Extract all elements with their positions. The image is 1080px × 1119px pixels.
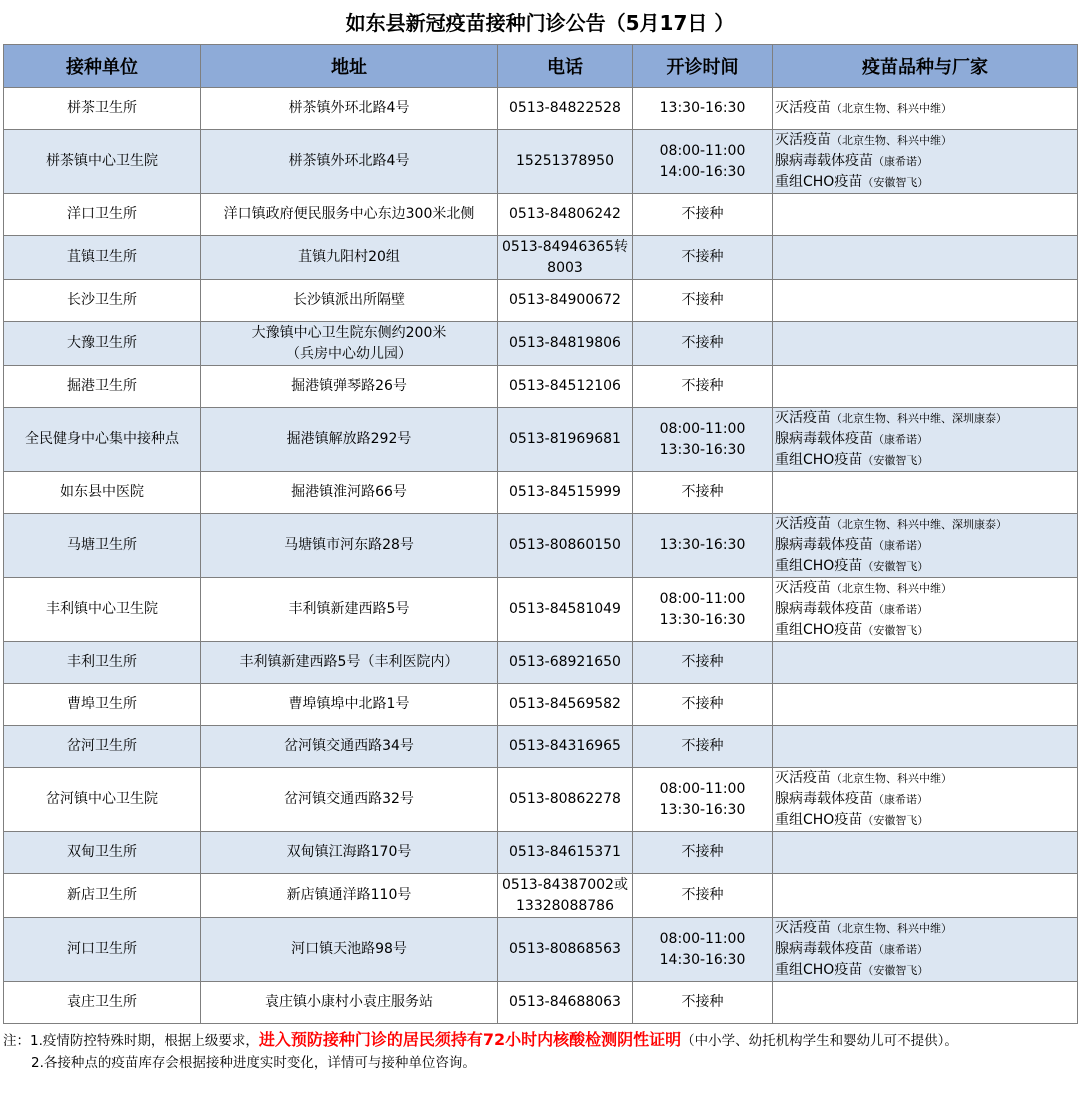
table-row	[4, 726, 1078, 768]
vaccines-cell	[773, 982, 1078, 1024]
hours-cell: 08:00-11:00 13:30-16:30	[633, 768, 773, 832]
vaccine-name: 重组CHO疫苗	[775, 812, 863, 828]
vaccine-line	[775, 535, 1077, 556]
address-cell: 新店镇通洋路110号	[201, 874, 498, 918]
hours-cell: 不接种	[633, 280, 773, 322]
vaccine-line	[775, 408, 1077, 429]
unit-cell: 栟茶镇中心卫生院	[4, 130, 201, 194]
vaccines-cell	[773, 578, 1078, 642]
vaccine-name: 灭活疫苗	[775, 410, 831, 426]
vaccine-line	[775, 768, 1077, 789]
table-row	[4, 874, 1078, 918]
header-vaccines: 疫苗品种与厂家	[773, 45, 1078, 88]
vaccine-maker: （安徽智飞）	[862, 814, 929, 827]
vaccine-name: 重组CHO疫苗	[775, 452, 863, 468]
unit-cell: 马塘卫生所	[4, 514, 201, 578]
hours-cell: 不接种	[633, 684, 773, 726]
unit-cell: 丰利镇中心卫生院	[4, 578, 201, 642]
header-hours: 开诊时间	[633, 45, 773, 88]
unit-cell: 双甸卫生所	[4, 832, 201, 874]
table-row	[4, 366, 1078, 408]
address-cell: 马塘镇市河东路28号	[201, 514, 498, 578]
vaccine-name: 腺病毒载体疫苗	[775, 791, 873, 807]
table-row	[4, 280, 1078, 322]
vaccine-maker: （康希诺）	[873, 943, 928, 956]
address-cell: 岔河镇交通西路34号	[201, 726, 498, 768]
phone-cell: 0513-84512106	[498, 366, 633, 408]
vaccine-line	[775, 172, 1077, 193]
address-cell: 洋口镇政府便民服务中心东边300米北侧	[201, 194, 498, 236]
phone-cell: 0513-84515999	[498, 472, 633, 514]
vaccine-maker: （康希诺）	[873, 539, 928, 552]
vaccines-cell	[773, 88, 1078, 130]
phone-cell: 15251378950	[498, 130, 633, 194]
table-row	[4, 194, 1078, 236]
address-cell: 掘港镇淮河路66号	[201, 472, 498, 514]
table-row	[4, 322, 1078, 366]
table-body	[4, 88, 1078, 1024]
vaccine-name: 灭活疫苗	[775, 920, 831, 936]
vaccine-maker: （康希诺）	[873, 793, 928, 806]
page-title: 如东县新冠疫苗接种门诊公告（5月17日 ）	[345, 11, 735, 35]
clinic-table	[3, 44, 1078, 1024]
vaccine-line	[775, 578, 1077, 599]
phone-cell: 0513-80862278	[498, 768, 633, 832]
unit-cell: 栟茶卫生所	[4, 88, 201, 130]
hours-cell: 不接种	[633, 982, 773, 1024]
vaccine-maker: （北京生物、科兴中维）	[831, 102, 952, 115]
vaccines-cell	[773, 130, 1078, 194]
vaccines-cell	[773, 874, 1078, 918]
phone-cell: 0513-84819806	[498, 322, 633, 366]
vaccine-line	[775, 151, 1077, 172]
hours-cell: 不接种	[633, 236, 773, 280]
hours-cell: 08:00-11:00 14:30-16:30	[633, 918, 773, 982]
vaccines-cell	[773, 726, 1078, 768]
vaccine-name: 腺病毒载体疫苗	[775, 537, 873, 553]
vaccine-maker: （康希诺）	[873, 155, 928, 168]
vaccine-maker: （安徽智飞）	[862, 454, 929, 467]
hours-cell: 不接种	[633, 366, 773, 408]
vaccine-maker: （北京生物、科兴中维）	[831, 134, 952, 147]
hours-cell: 13:30-16:30	[633, 514, 773, 578]
vaccine-line	[775, 789, 1077, 810]
address-cell: 苴镇九阳村20组	[201, 236, 498, 280]
phone-cell: 0513-84822528	[498, 88, 633, 130]
address-cell: 曹埠镇埠中北路1号	[201, 684, 498, 726]
vaccine-maker: （安徽智飞）	[862, 560, 929, 573]
address-cell: 长沙镇派出所隔壁	[201, 280, 498, 322]
vaccine-maker: （北京生物、科兴中维）	[831, 922, 952, 935]
vaccine-line	[775, 556, 1077, 577]
phone-cell: 0513-84946365转8003	[498, 236, 633, 280]
footnote-highlight: 进入预防接种门诊的居民须持有72小时内核酸检测阴性证明	[258, 1030, 682, 1049]
hours-cell: 不接种	[633, 832, 773, 874]
address-cell: 栟茶镇外环北路4号	[201, 88, 498, 130]
vaccines-cell	[773, 194, 1078, 236]
vaccine-maker: （康希诺）	[873, 433, 928, 446]
address-cell: 岔河镇交通西路32号	[201, 768, 498, 832]
hours-cell: 不接种	[633, 322, 773, 366]
unit-cell: 曹埠卫生所	[4, 684, 201, 726]
vaccine-name: 重组CHO疫苗	[775, 558, 863, 574]
hours-cell: 不接种	[633, 472, 773, 514]
vaccines-cell	[773, 918, 1078, 982]
phone-cell: 0513-84806242	[498, 194, 633, 236]
table-row	[4, 982, 1078, 1024]
hours-cell: 不接种	[633, 726, 773, 768]
vaccine-maker: （北京生物、科兴中维、深圳康泰）	[831, 518, 1007, 531]
vaccine-maker: （北京生物、科兴中维）	[831, 772, 952, 785]
table-row	[4, 918, 1078, 982]
footnote-suffix: （中小学、幼托机构学生和婴幼儿可不提供）。	[681, 1033, 958, 1049]
table-row	[4, 768, 1078, 832]
vaccine-maker: （安徽智飞）	[862, 176, 929, 189]
vaccines-cell	[773, 236, 1078, 280]
vaccines-cell	[773, 514, 1078, 578]
vaccines-cell	[773, 684, 1078, 726]
unit-cell: 掘港卫生所	[4, 366, 201, 408]
unit-cell: 大豫卫生所	[4, 322, 201, 366]
vaccine-name: 腺病毒载体疫苗	[775, 941, 873, 957]
table-row	[4, 832, 1078, 874]
vaccine-name: 腺病毒载体疫苗	[775, 153, 873, 169]
vaccine-line	[775, 514, 1077, 535]
hours-cell: 不接种	[633, 874, 773, 918]
vaccine-line	[775, 98, 1077, 119]
address-cell: 大豫镇中心卫生院东侧约200米 （兵房中心幼儿园）	[201, 322, 498, 366]
unit-cell: 丰利卫生所	[4, 642, 201, 684]
vaccine-maker: （康希诺）	[873, 603, 928, 616]
vaccine-line	[775, 918, 1077, 939]
vaccine-line	[775, 130, 1077, 151]
vaccines-cell	[773, 832, 1078, 874]
vaccine-maker: （北京生物、科兴中维）	[831, 582, 952, 595]
unit-cell: 河口卫生所	[4, 918, 201, 982]
unit-cell: 苴镇卫生所	[4, 236, 201, 280]
table-row	[4, 408, 1078, 472]
header-unit: 接种单位	[4, 45, 201, 88]
address-cell: 掘港镇解放路292号	[201, 408, 498, 472]
phone-cell: 0513-84688063	[498, 982, 633, 1024]
unit-cell: 袁庄卫生所	[4, 982, 201, 1024]
address-cell: 丰利镇新建西路5号（丰利医院内）	[201, 642, 498, 684]
phone-cell: 0513-81969681	[498, 408, 633, 472]
table-row	[4, 642, 1078, 684]
table-row	[4, 236, 1078, 280]
table-row	[4, 88, 1078, 130]
unit-cell: 新店卫生所	[4, 874, 201, 918]
vaccine-name: 重组CHO疫苗	[775, 962, 863, 978]
vaccines-cell	[773, 642, 1078, 684]
vaccine-maker: （安徽智飞）	[862, 624, 929, 637]
vaccine-name: 重组CHO疫苗	[775, 174, 863, 190]
vaccine-name: 腺病毒载体疫苗	[775, 431, 873, 447]
vaccine-line	[775, 599, 1077, 620]
vaccine-name: 灭活疫苗	[775, 516, 831, 532]
vaccine-name: 重组CHO疫苗	[775, 622, 863, 638]
address-cell: 栟茶镇外环北路4号	[201, 130, 498, 194]
vaccine-line	[775, 450, 1077, 471]
address-cell: 掘港镇弹琴路26号	[201, 366, 498, 408]
table-header-row	[4, 45, 1078, 88]
hours-cell: 13:30-16:30	[633, 88, 773, 130]
phone-cell: 0513-80860150	[498, 514, 633, 578]
footnote-prefix: 注：1.疫情防控特殊时期，根据上级要求，	[3, 1033, 259, 1049]
table-row	[4, 472, 1078, 514]
vaccine-line	[775, 960, 1077, 981]
table-row	[4, 514, 1078, 578]
hours-cell: 不接种	[633, 194, 773, 236]
vaccine-maker: （安徽智飞）	[862, 964, 929, 977]
phone-cell: 0513-84900672	[498, 280, 633, 322]
hours-cell: 08:00-11:00 13:30-16:30	[633, 578, 773, 642]
address-cell: 丰利镇新建西路5号	[201, 578, 498, 642]
vaccine-name: 灭活疫苗	[775, 132, 831, 148]
header-address: 地址	[201, 45, 498, 88]
vaccine-name: 灭活疫苗	[775, 100, 831, 116]
hours-cell: 不接种	[633, 642, 773, 684]
hours-cell: 08:00-11:00 13:30-16:30	[633, 408, 773, 472]
address-cell: 河口镇天池路98号	[201, 918, 498, 982]
unit-cell: 洋口卫生所	[4, 194, 201, 236]
phone-cell: 0513-84615371	[498, 832, 633, 874]
vaccine-name: 腺病毒载体疫苗	[775, 601, 873, 617]
vaccine-line	[775, 810, 1077, 831]
footnote	[3, 1029, 1079, 1074]
footnote-line-1	[3, 1029, 1079, 1052]
vaccines-cell	[773, 366, 1078, 408]
footnote-line-2: 2.各接种点的疫苗库存会根据接种进度实时变化，详情可与接种单位咨询。	[31, 1055, 476, 1071]
table-row	[4, 684, 1078, 726]
address-cell: 袁庄镇小康村小袁庄服务站	[201, 982, 498, 1024]
vaccine-line	[775, 939, 1077, 960]
vaccines-cell	[773, 408, 1078, 472]
vaccine-line	[775, 620, 1077, 641]
vaccines-cell	[773, 280, 1078, 322]
vaccine-maker: （北京生物、科兴中维、深圳康泰）	[831, 412, 1007, 425]
vaccine-line	[775, 429, 1077, 450]
phone-cell: 0513-84581049	[498, 578, 633, 642]
phone-cell: 0513-84387002或 13328088786	[498, 874, 633, 918]
header-phone: 电话	[498, 45, 633, 88]
vaccine-name: 灭活疫苗	[775, 580, 831, 596]
unit-cell: 岔河卫生所	[4, 726, 201, 768]
vaccines-cell	[773, 472, 1078, 514]
phone-cell: 0513-84569582	[498, 684, 633, 726]
unit-cell: 长沙卫生所	[4, 280, 201, 322]
vaccines-cell	[773, 322, 1078, 366]
vaccines-cell	[773, 768, 1078, 832]
table-row	[4, 578, 1078, 642]
phone-cell: 0513-68921650	[498, 642, 633, 684]
table-row	[4, 130, 1078, 194]
unit-cell: 岔河镇中心卫生院	[4, 768, 201, 832]
address-cell: 双甸镇江海路170号	[201, 832, 498, 874]
unit-cell: 如东县中医院	[4, 472, 201, 514]
phone-cell: 0513-80868563	[498, 918, 633, 982]
hours-cell: 08:00-11:00 14:00-16:30	[633, 130, 773, 194]
vaccine-name: 灭活疫苗	[775, 770, 831, 786]
unit-cell: 全民健身中心集中接种点	[4, 408, 201, 472]
phone-cell: 0513-84316965	[498, 726, 633, 768]
